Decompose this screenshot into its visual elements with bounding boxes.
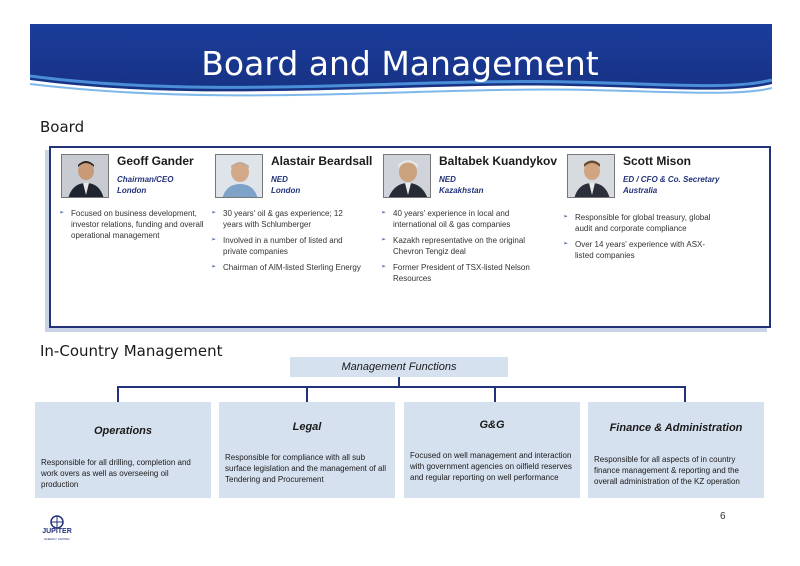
member-photo <box>215 154 263 198</box>
member-role: Chairman/CEO <box>117 175 174 184</box>
bullet-item: ➢ Over 14 years' experience with ASX-listed companies <box>563 239 723 261</box>
in-country-label: In-Country Management <box>40 342 223 360</box>
member-name: Alastair Beardsall <box>271 154 373 168</box>
function-description: Focused on well management and interaction with government agencies on oilfield reserves and regular reporting on well performance <box>410 451 572 482</box>
function-g-and-g <box>404 402 580 498</box>
bullet-item: ➢ 40 years' experience in local and international oil & gas companies <box>381 208 541 230</box>
member-photo <box>61 154 109 198</box>
org-connector <box>494 386 496 402</box>
member-bullets <box>381 208 541 289</box>
board-panel <box>49 146 771 328</box>
bullet-item: ➢ Chairman of AIM-listed Sterling Energy <box>211 262 361 273</box>
member-photo <box>383 154 431 198</box>
page-number: 6 <box>720 511 726 522</box>
bullet-item: ➢ Focused on business development, investor relations, funding and overall operational management <box>59 208 209 241</box>
member-bullets <box>563 212 723 266</box>
bullet-item: ➢ Responsible for global treasury, global audit and corporate compliance <box>563 212 723 234</box>
member-name: Geoff Gander <box>117 154 194 168</box>
member-location: Australia <box>623 186 658 195</box>
function-title: Finance & Administration <box>609 422 743 434</box>
bullet-item: ➢ Involved in a number of listed and private companies <box>211 235 361 257</box>
bullet-item: ➢ 30 years' oil & gas experience; 12 years with Schlumberger <box>211 208 361 230</box>
member-bullets <box>211 208 361 278</box>
org-connector <box>118 386 685 388</box>
function-description: Responsible for compliance with all sub surface legislation and the management of all Tendering and Procurement <box>225 453 386 484</box>
org-connector <box>117 386 119 402</box>
function-title: Operations <box>93 425 153 437</box>
board-label: Board <box>40 118 85 136</box>
management-functions-header: Management Functions <box>290 357 508 377</box>
member-photo <box>567 154 615 198</box>
org-connector <box>306 386 308 402</box>
function-description: Responsible for all drilling, completion and work overs as well as overseeing oil production <box>41 458 191 489</box>
member-name: Baltabek Kuandykov <box>439 154 558 168</box>
member-name: Scott Mison <box>623 154 691 168</box>
bullet-item: ➢ Kazakh representative on the original Chevron Tengiz deal <box>381 235 541 257</box>
function-operations <box>35 402 211 498</box>
function-description: Responsible for all aspects of in country finance management & reporting and the overall administration of the KZ operation <box>594 455 740 486</box>
member-role: NED <box>439 175 456 184</box>
member-role: NED <box>271 175 288 184</box>
member-location: Kazakhstan <box>439 186 484 195</box>
slide-title: Board and Management <box>201 44 599 83</box>
member-role: ED / CFO & Co. Secretary <box>623 175 720 184</box>
logo-text: JUPITER <box>42 528 72 535</box>
function-title: Legal <box>292 421 322 433</box>
logo-subtext: ENERGY LIMITED <box>44 537 70 541</box>
member-location: London <box>117 186 147 195</box>
member-bullets <box>59 208 209 246</box>
org-connector <box>684 386 686 402</box>
function-title: G&G <box>479 419 505 431</box>
function-finance-administration <box>588 402 764 498</box>
jupiter-logo <box>34 514 80 548</box>
function-legal <box>219 402 395 498</box>
bullet-item: ➢ Former President of TSX-listed Nelson Resources <box>381 262 541 284</box>
member-location: London <box>271 186 301 195</box>
